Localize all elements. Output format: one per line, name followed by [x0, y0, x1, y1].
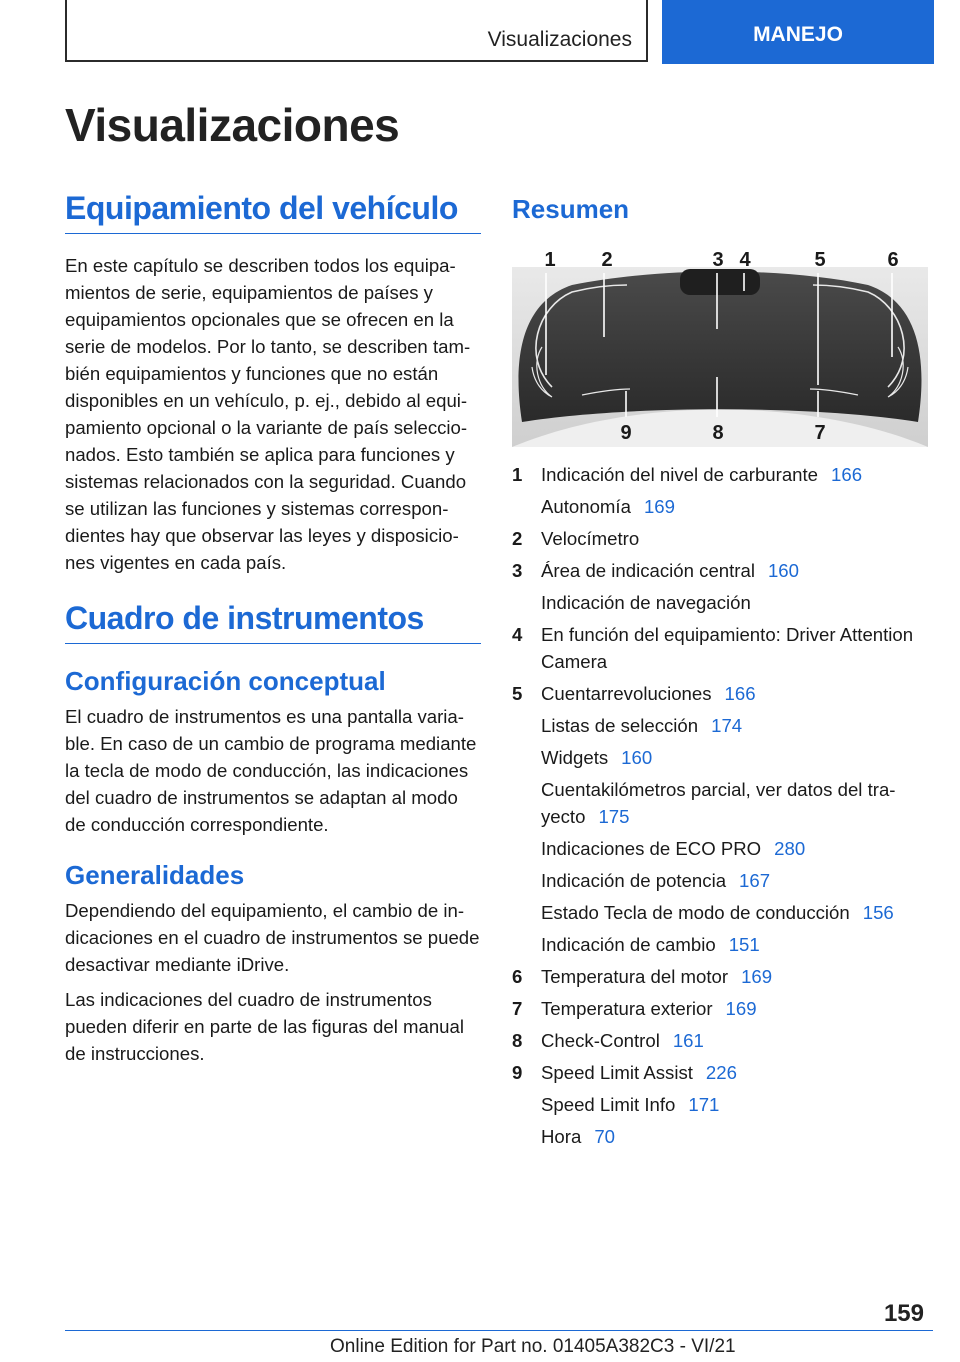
legend-list: [512, 461, 932, 1150]
legend-line: [541, 589, 932, 616]
page-reference-link[interactable]: 169: [725, 998, 757, 1019]
legend-number: 9: [512, 1062, 523, 1083]
legend-text: Indicación del nivel de carburante: [541, 464, 819, 485]
legend-number: 2: [512, 528, 523, 549]
legend-item: [512, 621, 932, 675]
legend-text: Speed Limit Assist: [541, 1062, 693, 1083]
legend-line: [541, 461, 932, 488]
legend-text: Speed Limit Info: [541, 1094, 676, 1115]
legend-lines: [541, 995, 932, 1022]
page-reference-link[interactable]: 175: [598, 806, 630, 827]
footer-edition: Online Edition for Part no. 01405A382C3 - VI/21: [330, 1336, 736, 1357]
legend-number: 7: [512, 998, 523, 1019]
figure-label-4: 4: [739, 249, 751, 271]
legend-text: Estado Tecla de modo de conducción: [541, 902, 850, 923]
legend-number: 3: [512, 560, 523, 581]
legend-number: 8: [512, 1030, 523, 1051]
figure-label-5: 5: [814, 249, 826, 271]
subsection-title-generalidades: Generalidades: [65, 860, 245, 890]
legend-text: Autonomía: [541, 496, 631, 517]
figure-label-8: 8: [712, 422, 724, 444]
paragraph-generalidades-1: Dependiendo del equipamiento, el cambio de indicaciones en el cuadro de instrumentos se puede desactivar mediante iDrive.: [65, 900, 480, 975]
legend-line: [541, 995, 932, 1022]
figure-label-2: 2: [601, 249, 613, 271]
legend-number: 1: [512, 464, 523, 485]
figure-label-3: 3: [712, 249, 724, 271]
legend-text: Hora: [541, 1126, 582, 1147]
chapter-label: MANEJO: [753, 23, 843, 46]
footer-rule: [65, 1330, 933, 1331]
legend-lines: [541, 621, 932, 675]
page-number: 159: [883, 1300, 924, 1327]
camera-housing: [680, 269, 760, 295]
header-frame: [65, 0, 648, 62]
legend-text: Widgets: [541, 747, 609, 768]
right-column: [512, 190, 932, 1155]
legend-line: [541, 1059, 932, 1086]
legend-number: 6: [512, 966, 523, 987]
legend-line: [541, 680, 932, 707]
legend-lines: [541, 461, 932, 520]
section-title-cuadro: Cuadro de instrumentos: [65, 600, 481, 644]
subsection-title-configuracion: Configuración conceptual: [65, 666, 386, 696]
legend-line: [541, 963, 932, 990]
header-section-title: Visualizaciones: [487, 28, 632, 51]
legend-text: Indicación de cambio: [541, 934, 716, 955]
legend-lines: [541, 680, 932, 958]
legend-line: [541, 1027, 932, 1054]
legend-lines: [541, 525, 932, 552]
legend-item: [512, 680, 932, 958]
legend-text: Cuentarrevoluciones: [541, 683, 712, 704]
page-reference-link[interactable]: 70: [594, 1126, 615, 1147]
legend-line: [541, 621, 932, 675]
page-reference-link[interactable]: 174: [711, 715, 743, 736]
legend-line: [541, 931, 932, 958]
header-chapter-tab[interactable]: [662, 0, 934, 64]
legend-text: Listas de selección: [541, 715, 699, 736]
legend-line: [541, 835, 932, 862]
legend-line: [541, 557, 932, 584]
legend-lines: [541, 1027, 932, 1054]
legend-text: En función del equipamiento: Driver Attention Camera: [541, 624, 914, 672]
legend-item: [512, 1027, 932, 1054]
legend-item: [512, 461, 932, 520]
paragraph-generalidades-2: Las indicaciones del cuadro de instrumentos pueden diferir en parte de las figuras del manual de instrucciones.: [65, 989, 464, 1064]
legend-text: Temperatura del motor: [541, 966, 729, 987]
page-title: Visualizaciones: [65, 99, 400, 151]
section-title-equipamiento: Equipamiento del vehículo: [65, 190, 481, 234]
page-reference-link[interactable]: 169: [643, 496, 675, 517]
legend-item: [512, 1059, 932, 1150]
legend-text: Check-Control: [541, 1030, 660, 1051]
page-reference-link[interactable]: 169: [741, 966, 773, 987]
page-reference-link[interactable]: 151: [728, 934, 760, 955]
page-reference-link[interactable]: 161: [672, 1030, 704, 1051]
legend-lines: [541, 963, 932, 990]
legend-line: [541, 712, 932, 739]
page-reference-link[interactable]: 226: [705, 1062, 737, 1083]
legend-text: Indicación de potencia: [541, 870, 727, 891]
page-reference-link[interactable]: 167: [739, 870, 771, 891]
page-reference-link[interactable]: 166: [724, 683, 756, 704]
legend-text: Indicación de navegación: [541, 592, 751, 613]
page-reference-link[interactable]: 160: [767, 560, 799, 581]
page-reference-link[interactable]: 160: [621, 747, 653, 768]
page-reference-link[interactable]: 171: [688, 1094, 720, 1115]
legend-item: [512, 525, 932, 552]
legend-line: [541, 744, 932, 771]
legend-line: [541, 493, 932, 520]
legend-line: [541, 1123, 932, 1150]
legend-item: [512, 557, 932, 616]
page-reference-link[interactable]: 166: [831, 464, 863, 485]
instrument-cluster-figure: [512, 247, 928, 447]
paragraph-equipamiento: En este capítulo se describen todos los equipamientos de serie, equipamientos de países y equipamientos opcionales que se ofrecen en la serie de modelos. Por lo tanto, se describen también equipamientos y funciones que no están disponibles en un vehículo, p. ej., debido al equipamiento opcional o la variante de país seleccionados. Esto también se aplica para funciones y sistemas relacionados con la seguridad. Cuando se utilizan las funciones y sistemas correspondientes hay que observar las leyes y disposiciones vigentes en cada país.: [65, 255, 471, 573]
paragraph-configuracion: El cuadro de instrumentos es una pantalla variable. En caso de un cambio de programa mediante la tecla de modo de conducción, las indicaciones del cuadro de instrumentos se adaptan al modo de conducción correspondiente.: [65, 706, 477, 835]
page-reference-link[interactable]: 280: [774, 838, 806, 859]
legend-number: 5: [512, 683, 523, 704]
legend-lines: [541, 557, 932, 616]
legend-line: [541, 899, 932, 926]
figure-label-9: 9: [620, 422, 632, 444]
legend-text: Cuentakilómetros parcial, ver datos del trayecto: [541, 779, 896, 827]
legend-line: [541, 525, 932, 552]
figure-label-1: 1: [544, 249, 556, 271]
legend-item: [512, 995, 932, 1022]
legend-item: [512, 963, 932, 990]
legend-lines: [541, 1059, 932, 1150]
left-column: [65, 190, 481, 1067]
page-reference-link[interactable]: 156: [862, 902, 894, 923]
legend-text: Temperatura exterior: [541, 998, 713, 1019]
legend-line: [541, 776, 932, 830]
legend-line: [541, 1091, 932, 1118]
figure-label-6: 6: [887, 249, 899, 271]
legend-text: Área de indicación central: [541, 560, 755, 581]
legend-text: Velocímetro: [541, 528, 640, 549]
legend-text: Indicaciones de ECO PRO: [541, 838, 762, 859]
section-title-resumen: Resumen: [512, 194, 630, 224]
figure-label-7: 7: [814, 422, 826, 444]
legend-line: [541, 867, 932, 894]
legend-number: 4: [512, 624, 523, 645]
